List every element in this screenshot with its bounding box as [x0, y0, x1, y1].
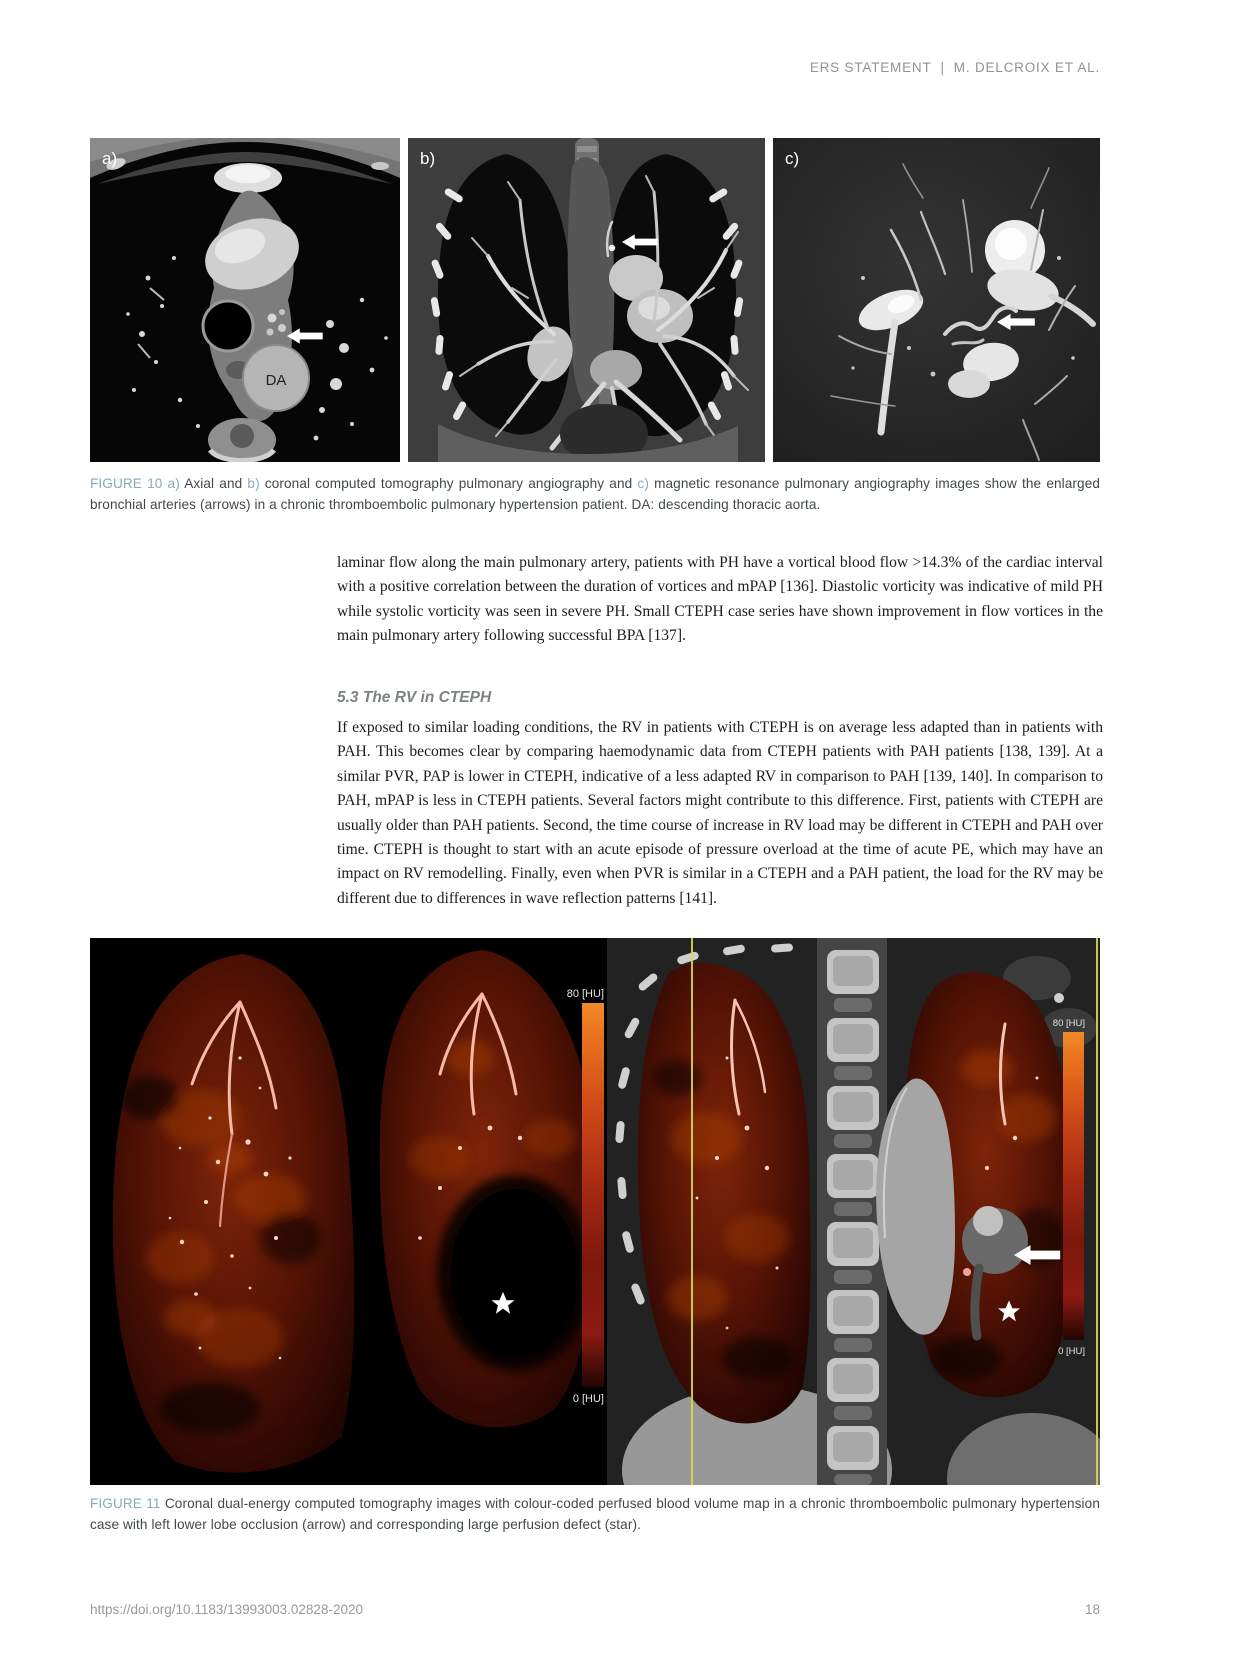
- colorbar-max-label: 80 [HU]: [1052, 1018, 1085, 1029]
- descending-aorta: [243, 345, 309, 411]
- sagittal-lung-view-1: [113, 954, 355, 1473]
- descending-aorta-label: DA: [265, 372, 287, 389]
- reference-line-left: [691, 938, 693, 1485]
- running-head-separator: |: [940, 60, 945, 75]
- fig11-left-perfusion-image: [90, 938, 605, 1485]
- bronchial-artery-dot: [609, 245, 615, 251]
- body-text-column: [337, 551, 1103, 911]
- colorbar-min-label: 0 [HU]: [572, 1393, 604, 1405]
- page-number: 18: [1084, 1602, 1100, 1617]
- body-paragraph-2: If exposed to similar loading conditions, the RV in patients with CTEPH is on average less adapted than in patients with PAH. This becomes clear by comparing haemodynamic data from CTEPH patients with PAH patients [138, 139]. At a similar PVR, PAP is lower in CTEPH, indicative of a less adapted RV in comparison to PAH [139, 140]. In comparison to PAH, mPAP is less in CTEPH patients. Several factors might contribute to this difference. First, patients with CTEPH are usually older than PAH patients. Second, the time course of increase in RV load may be different in CTEPH and PAH over time. CTEPH is thought to start with an acute episode of pressure overload at the time of acute PE, which may have an impact on RV remodelling. Finally, even when PVR is similar in a CTEPH and a PAH patient, the load for the RV may be different due to differences in wave reflection patterns [141].: [337, 719, 1103, 907]
- panel-a-label: a): [102, 149, 118, 168]
- spine: [817, 938, 887, 1485]
- running-head-journal: ERS STATEMENT: [809, 60, 932, 75]
- colorbar-min-label: 0 [HU]: [1058, 1346, 1085, 1357]
- footer: [90, 1602, 1100, 1617]
- fig10-panel-a-axial-ct-image: [90, 138, 400, 462]
- spine: [208, 418, 276, 462]
- running-head: [90, 60, 1100, 75]
- fig10-panel-b-coronal-ct-image: [408, 138, 765, 462]
- fig10-panel-c-mra-image: [773, 138, 1100, 462]
- running-head-authors: M. DELCROIX ET AL.: [953, 60, 1100, 75]
- body-paragraph-1: laminar flow along the main pulmonary artery, patients with PH have a vortical blood flow >14.3% of the cardiac interval with a positive correlation between the duration of vortices and mPAP [136]. Diastolic vorticity was indicative of mild PH while systolic vorticity was seen in severe PH. Small CTEPH case series have shown improvement in flow vortices in the main pulmonary artery following successful BPA [137].: [337, 554, 1103, 645]
- colorbar-max-label: 80 [HU]: [566, 988, 604, 1000]
- reference-line-right: [1096, 938, 1098, 1485]
- figure-10-caption: FIGURE 10 a) Axial and b) coronal computed tomography pulmonary angiography and c) magnetic resonance pulmonary angiography images show the enlarged bronchial arteries (arrows) in a chronic thromboembolic pulmonary hypertension patient. DA: descending thoracic aorta.: [90, 476, 1101, 512]
- figure-11-caption: FIGURE 11 Coronal dual-energy computed tomography images with colour-coded perfused blood volume map in a chronic thromboembolic pulmonary hypertension case with left lower lobe occlusion (arrow) and corresponding large perfusion defect (star).: [90, 1496, 1100, 1532]
- fig11-right-perfusion-image: [607, 938, 1100, 1485]
- figure-10: [90, 138, 1100, 462]
- panel-c-label: c): [785, 149, 800, 168]
- doi-link[interactable]: https://doi.org/10.1183/13993003.02828-2020: [90, 1602, 363, 1617]
- section-heading: 5.3 The RV in CTEPH: [337, 688, 492, 706]
- figure-11: [90, 938, 1100, 1485]
- panel-b-label: b): [420, 149, 436, 168]
